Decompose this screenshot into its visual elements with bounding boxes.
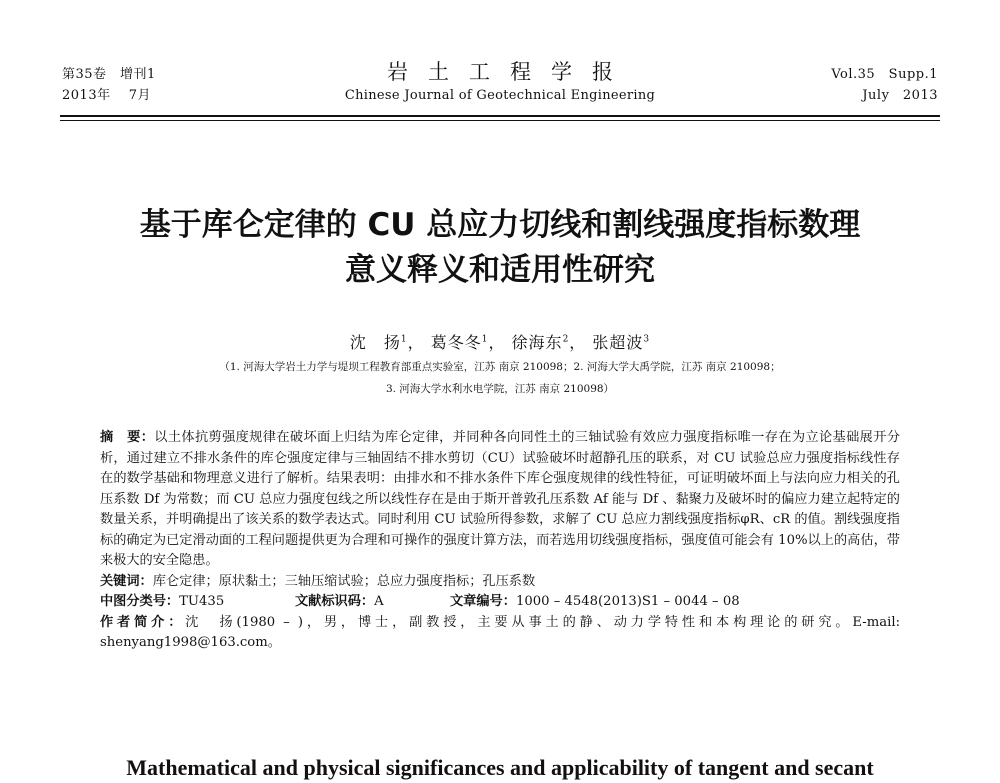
keywords-label: 关键词： (100, 573, 153, 589)
affiliations (0, 356, 1000, 400)
affiliation-line-2: 3. 河海大学水利水电学院，江苏 南京 210098） (385, 383, 615, 395)
author-affil-mark: 3 (643, 334, 651, 345)
abstract (100, 428, 900, 572)
paper-title (60, 203, 940, 293)
title-line-2: 意义释义和适用性研究 (345, 252, 655, 288)
date-en: July 2013 (862, 88, 938, 103)
abstract-label: 摘 要： (100, 430, 155, 445)
clc-label: 中图分类号： (100, 594, 180, 609)
article-number-label: 文章编号： (450, 594, 516, 609)
clc-value: TU435 (179, 594, 225, 609)
doc-code-field (295, 592, 450, 613)
author-affil-mark: 2 (562, 334, 570, 345)
author-name: 沈 扬 (349, 333, 401, 352)
front-matter (100, 428, 900, 654)
author-affil-mark: 1 (400, 334, 408, 345)
header-rule-thick (60, 115, 940, 117)
clc-field (100, 592, 295, 613)
author-name: 葛冬冬 (430, 333, 482, 352)
volume-issue: 第35卷 增刊1 (62, 67, 156, 82)
keywords (100, 572, 900, 593)
author-bio-text: 沈 扬(1980 – )，男，博士，副教授，主要从事土的静、动力学特性和本构理论的研究。E-mail: shenyang1998@163.com。 (100, 614, 901, 650)
doc-code-label: 文献标识码： (295, 594, 375, 609)
article-number-value: 1000 – 4548(2013)S1 – 0044 – 08 (515, 594, 740, 609)
abstract-text: 以土体抗剪强度规律在破坏面上归结为库仑定律，并同种各向同性土的三轴试验有效应力强度指标唯一存在为立论基础展开分析，通过建立不排水条件的库仑强度定律与三轴固结不排水剪切（CU）试验破坏时超静孔压的联系，对 CU 试验总应力强度指标线性存在的数学基础和物理意义进行了解析。结果表明：由排水和不排水条件下库仑强度规律的线性特征，可证明破坏面上与法向应力相关的孔压系数 Df 为常数；而 CU 总应力强度包线之所以线性存在是由于斯开普敦孔压系数 Af 能与 Df 、黏聚力及破坏时的偏应力建立起特定的数量关系，并明确提出了该关系的数学表达式。同时利用 CU 试验所得参数，求解了 CU 总应力割线强度指标φR、cR 的值。割线强度指标的确定为已定滑动面的工程问题提供更为合理和可操作的强度计算方法，而若选用切线强度指标，强度值可能会有 10%以上的高估，带来极大的安全隐患。 (100, 430, 900, 568)
journal-name-cn: 岩土工程学报 (387, 60, 633, 84)
classification-row (100, 592, 900, 613)
header-right (831, 64, 938, 106)
title-line-1: 基于库仑定律的 CU 总应力切线和割线强度指标数理 (139, 207, 861, 243)
english-title: Mathematical and physical significances and applicability of tangent and secant (126, 755, 874, 780)
author-name: 张超波 (592, 333, 644, 352)
affiliation-line-1: （1. 河海大学岩土力学与堤坝工程教育部重点实验室，江苏 南京 210098；2. 河海大学大禹学院，江苏 南京 210098； (219, 361, 781, 373)
article-number-field (450, 592, 740, 613)
author-bio (100, 613, 900, 654)
header-rule-thin (60, 120, 940, 121)
author-bio-label: 作者简介： (100, 614, 186, 630)
journal-name-en: Chinese Journal of Geotechnical Engineering (344, 88, 656, 103)
year-month: 2013年 7月 (62, 88, 151, 103)
volume-en: Vol.35 Supp.1 (831, 67, 938, 82)
author-list: 沈 扬$^1$， 葛冬冬$^1$， 徐海东$^2$， 张超波$^3$ (349, 333, 651, 352)
keywords-text: 库仑定律；原状黏土；三轴压缩试验；总应力强度指标；孔压系数 (152, 573, 536, 589)
author-affil-mark: 1 (481, 334, 489, 345)
author-name: 徐海东 (511, 333, 563, 352)
doc-code-value: A (374, 594, 384, 609)
